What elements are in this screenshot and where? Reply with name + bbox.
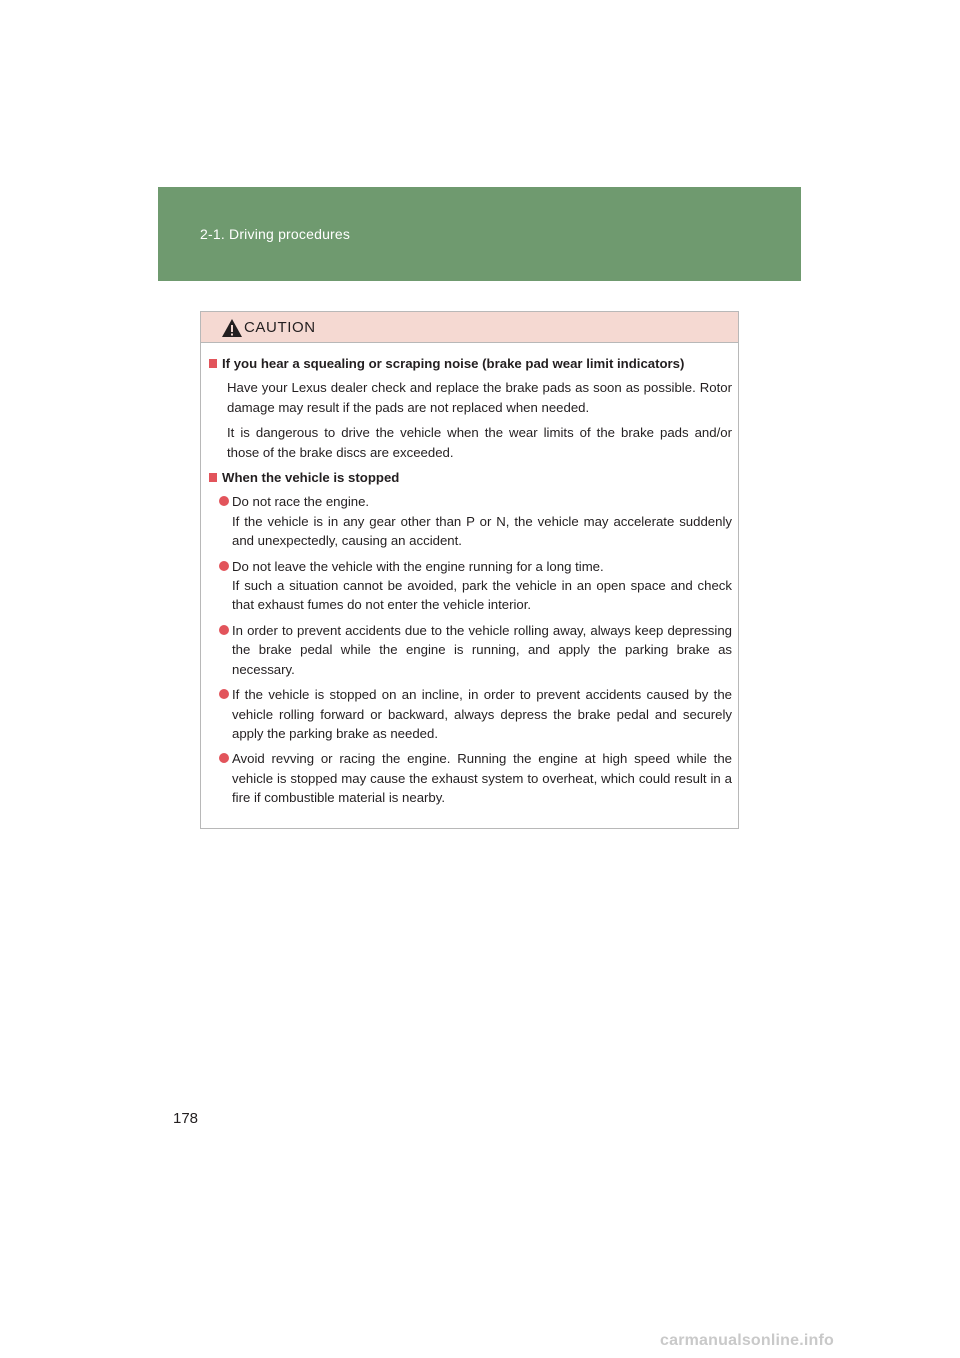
list-item-text: If such a situation cannot be avoided, park the vehicle in an open space and check that exhaust fumes do not enter the vehicle interior. [232, 578, 732, 613]
square-bullet-icon [209, 359, 217, 368]
paragraph: Have your Lexus dealer check and replace the brake pads as soon as possible. Rotor damage may result if the pads are not replaced when needed. [227, 380, 732, 415]
caution-label: CAUTION [244, 319, 316, 336]
round-bullet-icon [219, 561, 229, 571]
list-item [219, 621, 732, 679]
section-heading-text: If you hear a squealing or scraping noise (brake pad wear limit indicators) [222, 356, 685, 371]
section-header-band [158, 187, 801, 281]
list-item [219, 492, 732, 550]
list-item-title: Do not race the engine. [232, 494, 370, 510]
round-bullet-icon [219, 689, 229, 699]
list-item [219, 749, 732, 807]
square-bullet-icon [209, 473, 217, 482]
round-bullet-icon [219, 753, 229, 763]
list-item [219, 557, 732, 615]
list-item-text: If the vehicle is in any gear other than P or N, the vehicle may accelerate suddenly and unexpectedly, causing an accident. [232, 513, 732, 549]
section-heading [209, 354, 732, 373]
caution-body [201, 343, 738, 808]
warning-triangle-icon [221, 318, 243, 338]
list-item-title: Do not leave the vehicle with the engine running for a long time. [232, 558, 604, 574]
list-item-title: In order to prevent accidents due to the vehicle rolling away, always keep depressing the brake pedal while the engine is running, and apply the parking brake as necessary. [232, 622, 732, 677]
list-item-title: Avoid revving or racing the engine. Running the engine at high speed while the vehicle is stopped may cause the exhaust system to overheat, which could result in a fire if combustible material is nearby. [232, 751, 732, 806]
section-heading-text: When the vehicle is stopped [222, 470, 400, 486]
paragraph: It is dangerous to drive the vehicle when the wear limits of the brake pads and/or those of the brake discs are exceeded. [227, 425, 732, 460]
caution-header [201, 312, 738, 343]
list-item [219, 685, 732, 743]
section-heading [209, 468, 732, 487]
site-watermark: carmanualsonline.info [660, 1332, 835, 1349]
round-bullet-icon [219, 496, 229, 506]
round-bullet-icon [219, 625, 229, 635]
caution-box [200, 311, 739, 829]
page-number: 178 [173, 1110, 199, 1127]
section-title: 2-1. Driving procedures [200, 226, 351, 242]
list-item-title: If the vehicle is stopped on an incline, in order to prevent accidents caused by the vehicle rolling forward or backward, always depress the brake pedal and securely apply the parking brake as needed. [232, 687, 732, 741]
